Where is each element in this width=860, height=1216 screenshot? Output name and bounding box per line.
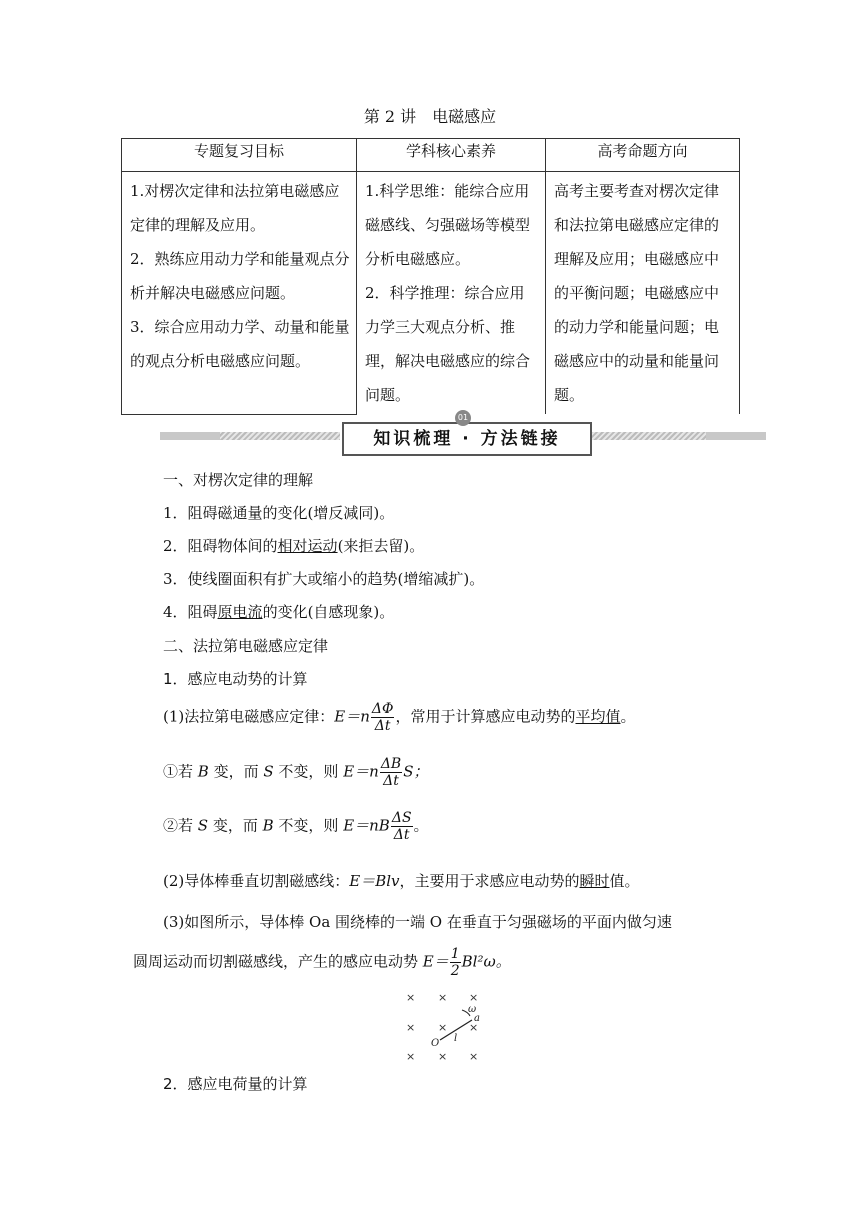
omega-label: ω <box>468 1004 477 1015</box>
section-heading: 二、法拉第电磁感应定律 <box>163 637 329 655</box>
formula-line: 圆周运动而切割磁感线，产生的感应电动势 E＝ $\frac{1}{2}$ Bl²ω。 <box>133 946 511 979</box>
page-title: 第 2 讲 电磁感应 <box>363 107 497 126</box>
formula-line: ②若 S 变，而 B 不变，则 E＝nB $\frac{\Delta S}{\Delta t}$ 。 <box>163 810 429 843</box>
a-label: a <box>474 1013 480 1024</box>
table-cell: 1.对楞次定律和法拉第电磁感应定律的理解及应用。 2．熟练应用动力学和能量观点分析并解决电磁感应问题。 3．综合应用动力学、动量和能量的观点分析电磁感应问题。 <box>122 172 357 415</box>
subheading: 2．感应电荷量的计算 <box>163 1075 308 1093</box>
field-cross: × <box>438 1050 448 1060</box>
list-item: 4．阻碍原电流的变化(自感现象)。 <box>163 603 395 621</box>
objectives-table <box>121 138 740 415</box>
rotating-rod-figure <box>398 988 488 1060</box>
field-cross: × <box>406 1050 416 1060</box>
field-cross: × <box>469 991 479 1004</box>
table-cell: 1.科学思维：能综合应用磁感线、匀强磁场等模型分析电磁感应。 2．科学推理：综合应用力学三大观点分析、推理，解决电磁感应的综合问题。 <box>357 172 546 415</box>
formula-line: ①若 B 变，而 S 不变，则 E＝n $\frac{\Delta B}{\Delta t}$ S； <box>163 756 429 789</box>
table-header: 专题复习目标 <box>122 139 357 172</box>
section-heading: 一、对楞次定律的理解 <box>163 471 314 489</box>
banner-bar-left <box>160 432 340 440</box>
field-cross: × <box>406 1021 416 1034</box>
field-cross: × <box>438 991 448 1004</box>
subheading: 1．感应电动势的计算 <box>163 670 308 688</box>
list-item: 1．阻碍磁通量的变化(增反减同)。 <box>163 504 395 522</box>
table-header: 高考命题方向 <box>546 139 740 172</box>
section-banner <box>160 413 766 456</box>
paragraph-line: (3)如图所示，导体棒 Oa 围绕棒的一端 O 在垂直于匀强磁场的平面内做匀速 <box>163 913 672 931</box>
field-cross: × <box>406 991 416 1004</box>
list-item: 3．使线圈面积有扩大或缩小的趋势(增缩减扩)。 <box>163 570 485 588</box>
banner-badge: 01 <box>455 410 471 426</box>
field-cross: × <box>469 1021 479 1034</box>
table-cell: 高考主要考查对楞次定律和法拉第电磁感应定律的理解及应用；电磁感应中的平衡问题；电磁感应中的动力学和能量问题；电磁感应中的动量和能量问题。 <box>546 172 740 415</box>
formula-line: (1)法拉第电磁感应定律：E＝n $\frac{\Delta\Phi}{\Delta t}$ ，常用于计算感应电动势的平均值。 <box>163 701 636 734</box>
field-cross: × <box>438 1021 448 1034</box>
list-item: 2．阻碍物体间的相对运动(来拒去留)。 <box>163 537 425 555</box>
formula-line: (2)导体棒垂直切割磁感线：E＝Blv，主要用于求感应电动势的瞬时值。 <box>163 872 640 890</box>
banner-title: 知识梳理 · 方法链接 <box>342 422 592 456</box>
l-label: l <box>454 1033 458 1044</box>
field-cross: × <box>469 1050 479 1060</box>
banner-bar-right <box>590 432 766 440</box>
o-label: O <box>431 1038 440 1049</box>
table-header: 学科核心素养 <box>357 139 546 172</box>
